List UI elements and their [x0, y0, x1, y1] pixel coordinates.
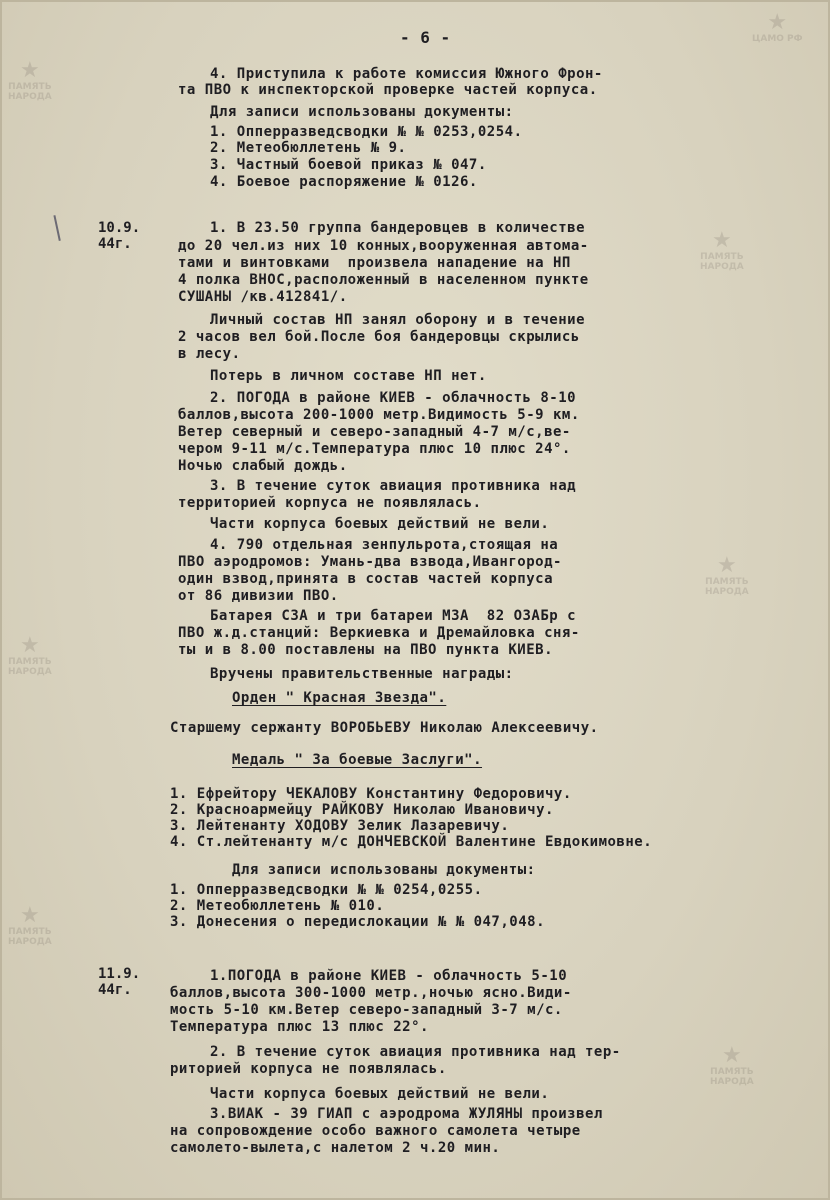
text-line: риторией корпуса не появлялась.: [170, 1061, 447, 1077]
entry-date-year: 44г.: [98, 236, 132, 252]
award-heading: Медаль " За боевые Заслуги".: [232, 752, 483, 768]
text-line: 1. Ефрейтору ЧЕКАЛОВУ Константину Федоровичу.: [170, 786, 572, 802]
watermark-line: ПАМЯТЬ: [8, 82, 52, 92]
text-line: Личный состав НП занял оборону и в течение: [210, 312, 586, 328]
text-line: чером 9-11 м/с.Температура плюс 10 плюс 24°.: [178, 441, 571, 457]
text-line: тами и винтовками произвела нападение на НП: [178, 255, 571, 271]
watermark: [8, 905, 52, 947]
text-line: баллов,высота 300-1000 метр.,ночью ясно.Види-: [170, 985, 572, 1001]
award-heading: Орден " Красная Звезда".: [232, 690, 447, 706]
text-line: территорией корпуса не появлялась.: [178, 495, 482, 511]
text-line: 1. Опперразведсводки № № 0254,0255.: [170, 882, 483, 898]
watermark-line: НАРОДА: [8, 667, 52, 677]
watermark: [8, 60, 52, 102]
text-line: 1.ПОГОДА в районе КИЕВ - облачность 5-10: [210, 968, 568, 984]
text-line: та ПВО к инспекторской проверке частей корпуса.: [178, 82, 598, 98]
text-line: 3. В течение суток авиация противника над: [210, 478, 577, 494]
star-icon: ★: [712, 228, 732, 253]
text-line: 3. Донесения о передислокации № № 047,048.: [170, 914, 546, 930]
pencil-check-mark: [53, 213, 70, 241]
text-line: 4 полка ВНОС,расположенный в населенном пункте: [178, 272, 589, 288]
watermark-line: ПАМЯТЬ: [700, 252, 744, 262]
watermark-line: ПАМЯТЬ: [8, 927, 52, 937]
star-icon: ★: [20, 633, 40, 658]
text-line: 4. 790 отдельная зенпульрота,стоящая на: [210, 537, 559, 553]
text-line: 1. Опперразведсводки № № 0253,0254.: [210, 124, 523, 140]
watermark-line: НАРОДА: [8, 92, 52, 102]
text-line: Ветер северный и северо-западный 4-7 м/с,ве-: [178, 424, 571, 440]
watermark-line: НАРОДА: [8, 937, 52, 947]
watermark: [8, 635, 52, 677]
text-line: баллов,высота 200-1000 метр.Видимость 5-9 км.: [178, 407, 580, 423]
text-line: до 20 чел.из них 10 конных,вооруженная автома-: [178, 238, 589, 254]
text-line: 2 часов вел бой.После боя бандеровцы скрылись: [178, 329, 580, 345]
text-line: от 86 дивизии ПВО.: [178, 588, 339, 604]
star-icon: ★: [20, 58, 40, 83]
text-line: Температура плюс 13 плюс 22°.: [170, 1019, 429, 1035]
text-line: один взвод,принята в состав частей корпуса: [178, 571, 554, 587]
text-line: 2. Красноармейцу РАЙКОВУ Николаю Ивановичу.: [170, 802, 554, 818]
text-line: 2. Метеобюллетень № 010.: [170, 898, 385, 914]
star-icon: ★: [717, 553, 737, 578]
text-line: Потерь в личном составе НП нет.: [210, 368, 487, 384]
text-line: 2. Метеобюллетень № 9.: [210, 140, 407, 156]
watermark-line: НАРОДА: [710, 1077, 754, 1087]
entry-date-day: 10.9.: [98, 220, 141, 236]
watermark-line: ПАМЯТЬ: [705, 577, 749, 587]
text-line: 4. Ст.лейтенанту м/с ДОНЧЕВСКОЙ Валентине Евдокимовне.: [170, 834, 653, 850]
text-line: Части корпуса боевых действий не вели.: [210, 516, 550, 532]
text-line: ПВО аэродромов: Умань-два взвода,Ивангород-: [178, 554, 562, 570]
star-icon: ★: [20, 903, 40, 928]
star-icon: ★: [767, 10, 788, 35]
text-line: 3. Частный боевой приказ № 047.: [210, 157, 487, 173]
text-line: Ночью слабый дождь.: [178, 458, 348, 474]
text-line: на сопровождение особо важного самолета четыре: [170, 1123, 581, 1139]
text-line: 4. Приступила к работе комиссия Южного Фрон-: [210, 66, 603, 82]
watermark: [700, 230, 744, 272]
page-number: - 6 -: [400, 28, 451, 47]
text-line: Для записи использованы документы:: [232, 862, 536, 878]
text-line: Вручены правительственные награды:: [210, 666, 514, 682]
text-line: 3.ВИАК - 39 ГИАП с аэродрома ЖУЛЯНЫ произвел: [210, 1106, 603, 1122]
text-line: в лесу.: [178, 346, 241, 362]
watermark: [705, 555, 749, 597]
text-line: 2. В течение суток авиация противника над тер-: [210, 1044, 621, 1060]
watermark: [752, 12, 803, 44]
watermark: [710, 1045, 754, 1087]
text-line: 4. Боевое распоряжение № 0126.: [210, 174, 478, 190]
text-line: ты и в 8.00 поставлены на ПВО пункта КИЕВ.: [178, 642, 554, 658]
watermark-line: НАРОДА: [700, 262, 744, 272]
entry-date-day: 11.9.: [98, 966, 141, 982]
watermark-small: ЦАМО РФ: [752, 34, 803, 44]
entry-date-year: 44г.: [98, 982, 132, 998]
watermark-line: ПАМЯТЬ: [8, 657, 52, 667]
text-line: ПВО ж.д.станций: Веркиевка и Дремайловка сня-: [178, 625, 580, 641]
text-line: мость 5-10 км.Ветер северо-западный 3-7 м/с.: [170, 1002, 563, 1018]
star-icon: ★: [722, 1043, 742, 1068]
text-line: 3. Лейтенанту ХОДОВУ Зелик Лазаревичу.: [170, 818, 510, 834]
text-line: СУШАНЫ /кв.412841/.: [178, 289, 348, 305]
watermark-line: НАРОДА: [705, 587, 749, 597]
text-line: самолето-вылета,с налетом 2 ч.20 мин.: [170, 1140, 501, 1156]
text-line: Для записи использованы документы:: [210, 104, 514, 120]
text-line: 1. В 23.50 группа бандеровцев в количестве: [210, 220, 586, 236]
text-line: Старшему сержанту ВОРОБЬЕВУ Николаю Алексеевичу.: [170, 720, 599, 736]
text-line: Части корпуса боевых действий не вели.: [210, 1086, 550, 1102]
text-line: 2. ПОГОДА в районе КИЕВ - облачность 8-10: [210, 390, 577, 406]
watermark-line: ПАМЯТЬ: [710, 1067, 754, 1077]
text-line: Батарея СЗА и три батареи МЗА 82 ОЗАБр с: [210, 608, 577, 624]
